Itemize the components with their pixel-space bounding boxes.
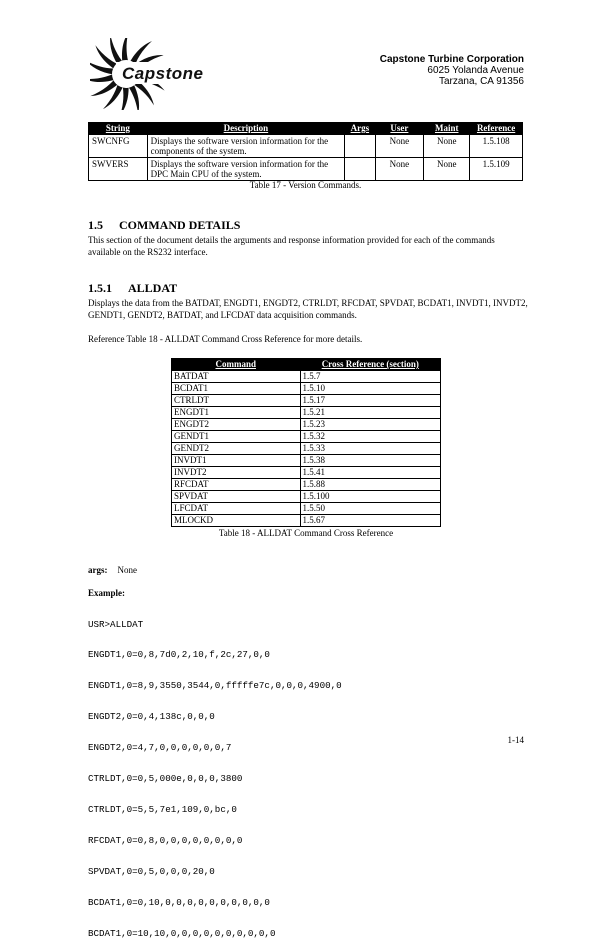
code-line: CTRLDT,0=0,5,000e,0,0,0,3800: [88, 773, 243, 785]
code-line: ENGDT2,0=4,7,0,0,0,0,0,0,7: [88, 742, 232, 754]
command-cell: BCDAT1: [172, 383, 301, 395]
section-heading-1-5: [88, 218, 240, 233]
table-header-row: [89, 123, 523, 135]
address-line-1: 6025 Yolanda Avenue: [427, 65, 524, 76]
column-header: Description: [147, 123, 344, 135]
string-cell: SWCNFG: [89, 135, 148, 158]
code-line: USR>ALLDAT: [88, 618, 144, 630]
args-label: args:: [88, 565, 108, 575]
section-title: COMMAND DETAILS: [119, 218, 241, 232]
command-cell: ENGDT2: [172, 419, 301, 431]
code-line: ENGDT1,0=0,8,7d0,2,10,f,2c,27,0,0: [88, 649, 270, 661]
reference-cell: 1.5.109: [470, 158, 523, 181]
column-header: Reference: [470, 123, 523, 135]
section-cell: 1.5.23: [300, 419, 440, 431]
command-cell: SPVDAT: [172, 491, 301, 503]
section-cell: 1.5.67: [300, 515, 440, 527]
table-row: [172, 515, 441, 527]
args-value: None: [117, 565, 137, 575]
column-header: Args: [345, 123, 375, 135]
reference-cell: 1.5.108: [470, 135, 523, 158]
args-cell: [345, 135, 375, 158]
table-row: [172, 371, 441, 383]
command-cell: LFCDAT: [172, 503, 301, 515]
section-cell: 1.5.10: [300, 383, 440, 395]
command-cell: CTRLDT: [172, 395, 301, 407]
string-cell: SWVERS: [89, 158, 148, 181]
command-cell: ENGDT1: [172, 407, 301, 419]
section-cell: 1.5.32: [300, 431, 440, 443]
section-heading-1-5-1: [88, 281, 177, 296]
section-cell: 1.5.88: [300, 479, 440, 491]
code-line: RFCDAT,0=0,8,0,0,0,0,0,0,0,0: [88, 834, 243, 846]
code-line: BCDAT1,0=10,10,0,0,0,0,0,0,0,0,0,0: [88, 927, 276, 939]
table-row: [172, 395, 441, 407]
section-title: ALLDAT: [128, 281, 178, 295]
company-name: Capstone Turbine Corporation: [379, 54, 524, 65]
example-code-block: [88, 599, 342, 949]
version-commands-table: [88, 122, 523, 181]
table-row: [172, 479, 441, 491]
section-cell: 1.5.17: [300, 395, 440, 407]
table-row: [89, 158, 523, 181]
command-cell: GENDT1: [172, 431, 301, 443]
example-label: Example:: [88, 588, 125, 598]
code-line: ENGDT1,0=8,9,3550,3544,0,fffffe7c,0,0,0,4900,0: [88, 680, 342, 692]
section-cell: 1.5.7: [300, 371, 440, 383]
command-cell: GENDT2: [172, 443, 301, 455]
maint-cell: None: [424, 135, 470, 158]
company-address: [380, 54, 524, 87]
section-number: 1.5: [88, 218, 103, 232]
section-cell: 1.5.41: [300, 467, 440, 479]
section-1-5-1-reference: Reference Table 18 - ALLDAT Command Cross Reference for more details.: [88, 334, 363, 344]
section-cell: 1.5.38: [300, 455, 440, 467]
alldat-cross-reference-table: [171, 358, 441, 527]
code-line: BCDAT1,0=0,10,0,0,0,0,0,0,0,0,0,0: [88, 896, 270, 908]
user-cell: None: [375, 135, 424, 158]
command-cell: INVDT1: [172, 455, 301, 467]
table-18-caption: Table 18 - ALLDAT Command Cross Reference: [218, 528, 394, 538]
section-1-5-1-body: Displays the data from the BATDAT, ENGDT1, ENGDT2, CTRLDT, RFCDAT, SPVDAT, BCDAT1, INVDT1, INVDT2, GENDT1, GENDT2, BATDAT, and LFCDAT data acquisition commands.: [88, 298, 528, 320]
command-cell: INVDT2: [172, 467, 301, 479]
column-header: User: [375, 123, 424, 135]
command-cell: BATDAT: [172, 371, 301, 383]
section-cell: 1.5.33: [300, 443, 440, 455]
column-header: Maint: [424, 123, 470, 135]
column-header: Command: [172, 359, 301, 371]
table-header-row: [172, 359, 441, 371]
section-cell: 1.5.50: [300, 503, 440, 515]
table-row: [172, 407, 441, 419]
code-line: CTRLDT,0=5,5,7e1,109,0,bc,0: [88, 803, 237, 815]
table-row: [172, 419, 441, 431]
args-line: [88, 564, 137, 576]
column-header: String: [89, 123, 148, 135]
table-row: [172, 431, 441, 443]
table-row: [89, 135, 523, 158]
table-17-caption: Table 17 - Version Commands.: [249, 180, 362, 190]
description-cell: Displays the software version information for the DPC Main CPU of the system.: [147, 158, 344, 181]
command-cell: MLOCKD: [172, 515, 301, 527]
maint-cell: None: [424, 158, 470, 181]
args-cell: [345, 158, 375, 181]
column-header: Cross Reference (section): [300, 359, 440, 371]
table-row: [172, 443, 441, 455]
code-line: SPVDAT,0=0,5,0,0,0,20,0: [88, 865, 215, 877]
description-cell: Displays the software version information for the components of the system.: [147, 135, 344, 158]
page-number: 1-14: [507, 735, 524, 745]
command-cell: RFCDAT: [172, 479, 301, 491]
table-row: [172, 491, 441, 503]
address-line-2: Tarzana, CA 91356: [438, 76, 524, 87]
table-row: [172, 467, 441, 479]
section-cell: 1.5.100: [300, 491, 440, 503]
code-line: ENGDT2,0=0,4,138c,0,0,0: [88, 711, 215, 723]
section-cell: 1.5.21: [300, 407, 440, 419]
table-row: [172, 503, 441, 515]
table-row: [172, 383, 441, 395]
capstone-logo: [90, 38, 230, 110]
logo-wordmark: Capstone: [122, 64, 204, 83]
user-cell: None: [375, 158, 424, 181]
section-number: 1.5.1: [88, 281, 112, 295]
section-1-5-body: This section of the document details the arguments and response information provided for each of the commands available on the RS232 interface.: [88, 235, 495, 257]
table-row: [172, 455, 441, 467]
